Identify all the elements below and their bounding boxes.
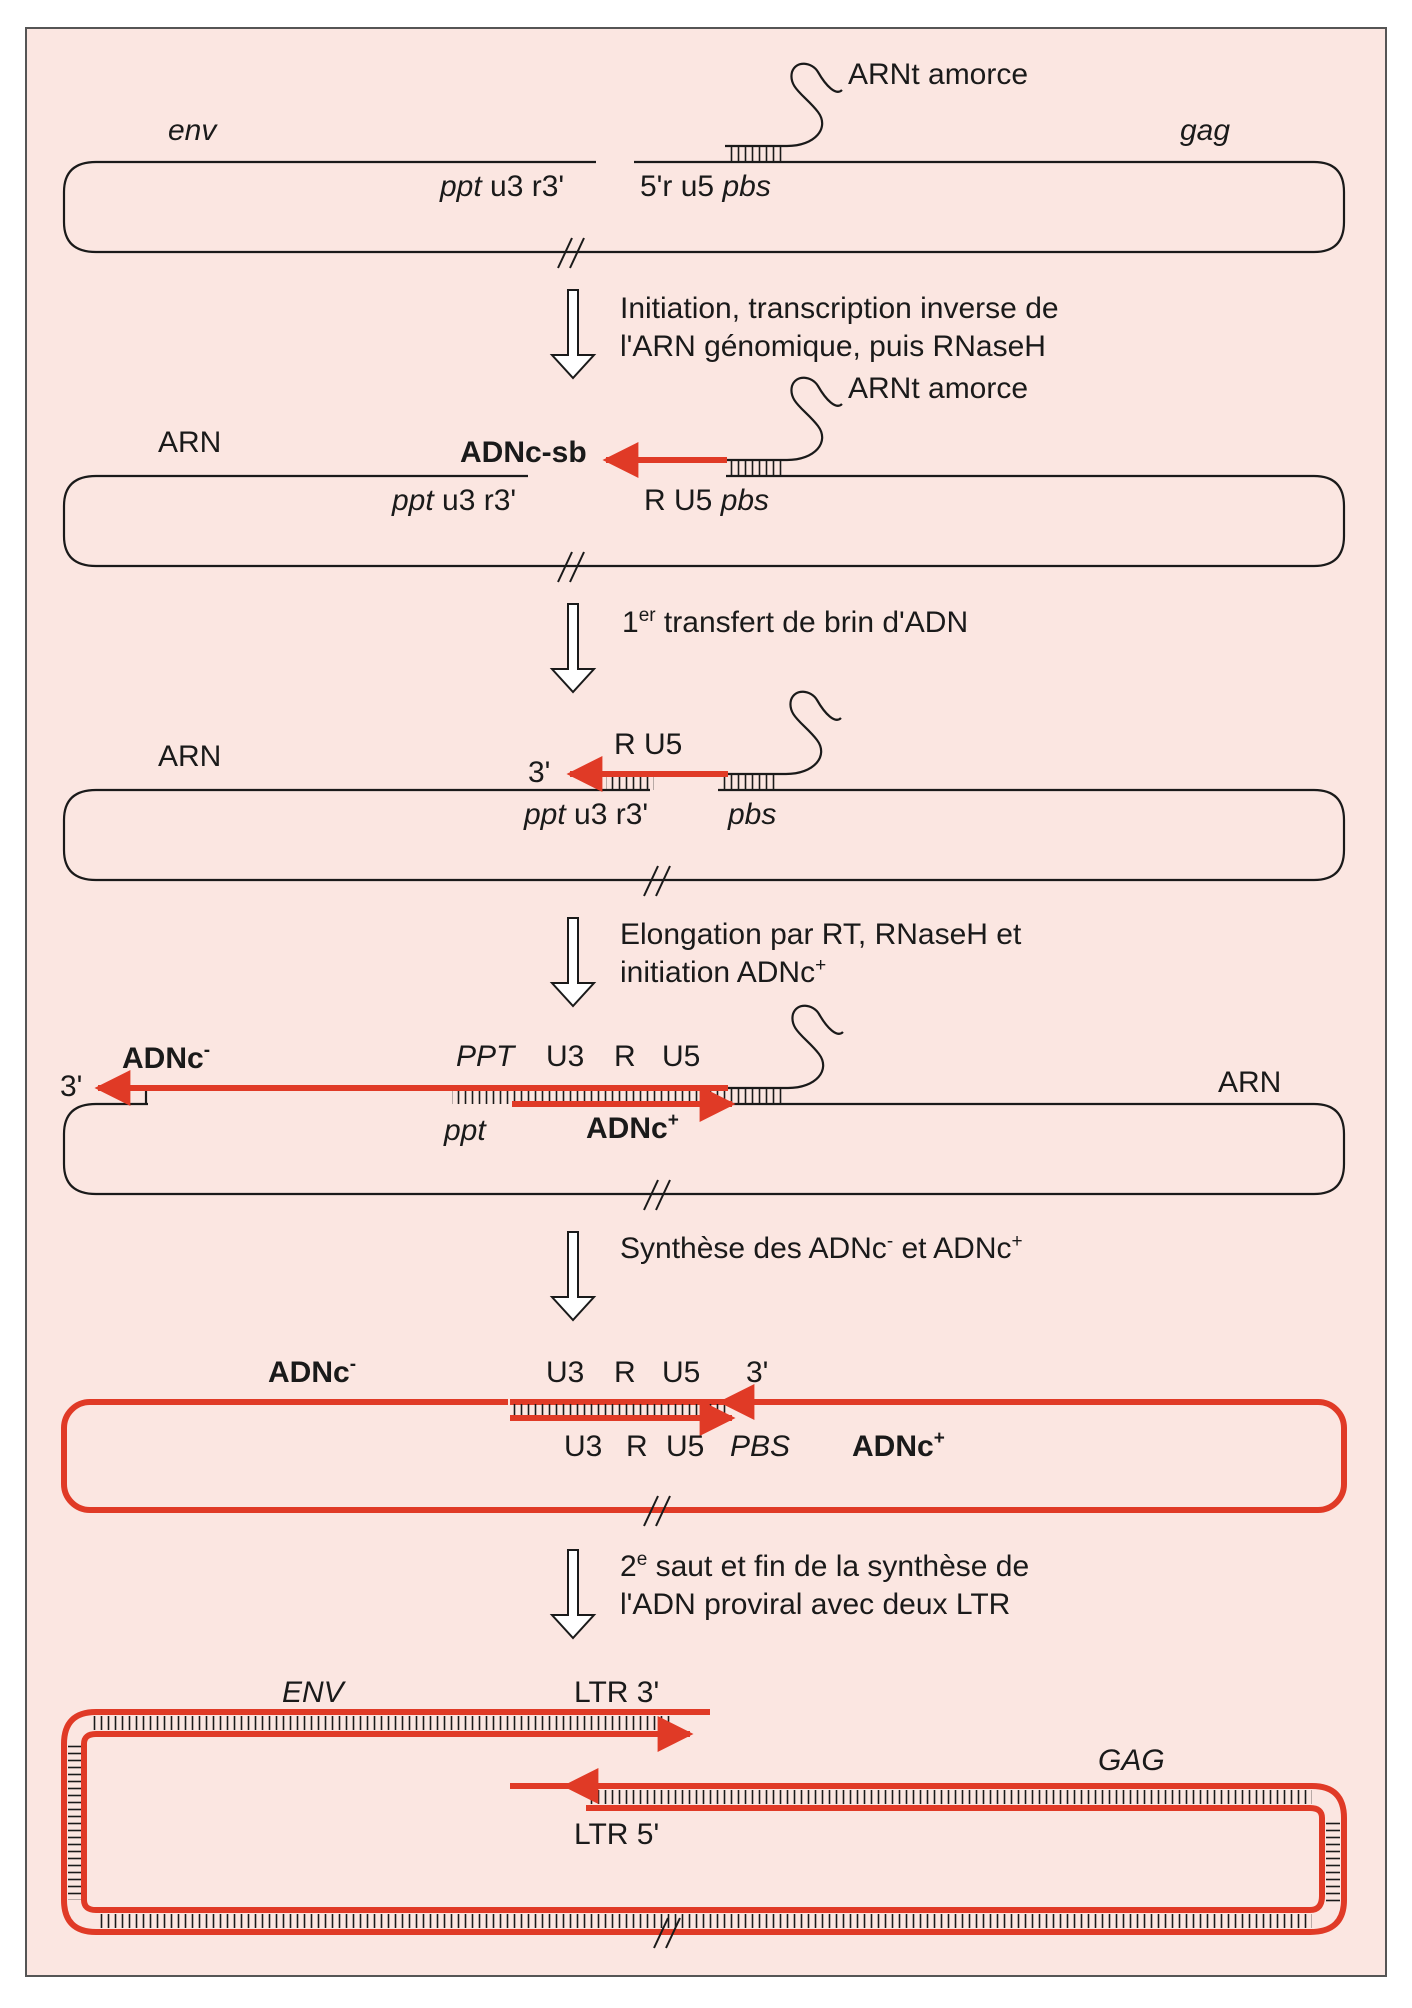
label-ppt: ppt [444, 1114, 486, 1147]
label-pbs-upper: PBS [730, 1430, 791, 1463]
label-ppt-u3-r3: ppt u3 r3' [524, 798, 649, 831]
caption-1: Initiation, transcription inverse de [620, 292, 1059, 325]
duplex-rungs-mid [586, 1790, 1312, 1804]
label-3-prime: 3' [746, 1356, 769, 1389]
label-r-u5-pbs: R U5 pbs [644, 484, 770, 517]
label-r: R [614, 1356, 636, 1389]
duplex-rungs-top [92, 1716, 670, 1730]
caption-2: 1er transfert de brin d'ADN [622, 605, 969, 639]
label-adnc-minus: ADNc- [268, 1354, 357, 1389]
label-trna-primer: ARNt amorce [848, 372, 1029, 405]
label-5r-u5-pbs: 5'r u5 pbs [640, 170, 771, 203]
caption-1-line2: l'ARN génomique, puis RNaseH [620, 330, 1046, 363]
label-u3-low: U3 [564, 1430, 603, 1463]
label-arn: ARN [158, 426, 222, 459]
label-ppt-upper: PPT [456, 1040, 515, 1073]
duplex-rungs-right [1326, 1818, 1340, 1902]
trna-primer-base-pairing [727, 146, 785, 162]
label-trna-primer: ARNt amorce [848, 58, 1029, 91]
label-3-prime: 3' [60, 1070, 83, 1103]
caption-5-line2: l'ADN proviral avec deux LTR [620, 1588, 1011, 1621]
trna-primer-base-pairing [720, 774, 778, 790]
label-env: ENV [282, 1676, 344, 1709]
label-adnc-minus: ADNc- [122, 1040, 211, 1075]
label-u3: U3 [546, 1040, 585, 1073]
label-adnc-plus: ADNc+ [852, 1428, 945, 1463]
ltr-gap-mask [596, 154, 632, 170]
caption-3: Elongation par RT, RNaseH et [620, 918, 1022, 951]
label-ltr-5: LTR 5' [574, 1818, 660, 1851]
label-u5: U5 [662, 1356, 701, 1389]
label-env: env [168, 114, 217, 147]
label-ppt-u3-r3: ppt u3 r3' [440, 170, 565, 203]
label-pbs: pbs [728, 798, 777, 831]
label-arn: ARN [1218, 1066, 1282, 1099]
caption-5: 2e saut et fin de la synthèse de [620, 1549, 1030, 1583]
label-adnc-plus: ADNc+ [586, 1110, 679, 1145]
label-arn: ARN [158, 740, 222, 773]
label-adnc-sb: ADNc-sb [460, 436, 587, 469]
label-r-low: R [626, 1430, 648, 1463]
duplex-rungs-left [68, 1744, 82, 1900]
label-ppt-u3-r3: ppt u3 r3' [392, 484, 517, 517]
trna-primer-base-pairing [728, 1088, 786, 1104]
label-gag: gag [1180, 114, 1231, 147]
caption-3-line2: initiation ADNc+ [620, 955, 827, 989]
label-u3: U3 [546, 1356, 585, 1389]
trna-primer-base-pairing [727, 460, 785, 476]
label-ltr-3: LTR 3' [574, 1676, 660, 1709]
label-r: R [614, 1040, 636, 1073]
rna-degraded-gap [528, 468, 724, 484]
rna-degraded-gap [652, 782, 718, 798]
label-r-u5: R U5 [614, 728, 683, 761]
duplex-rungs-bottom [96, 1914, 1312, 1928]
label-u5-low: U5 [666, 1430, 705, 1463]
caption-4: Synthèse des ADNc- et ADNc+ [620, 1231, 1023, 1265]
label-gag: GAG [1098, 1744, 1165, 1777]
label-u5: U5 [662, 1040, 701, 1073]
label-3-prime: 3' [528, 756, 551, 789]
